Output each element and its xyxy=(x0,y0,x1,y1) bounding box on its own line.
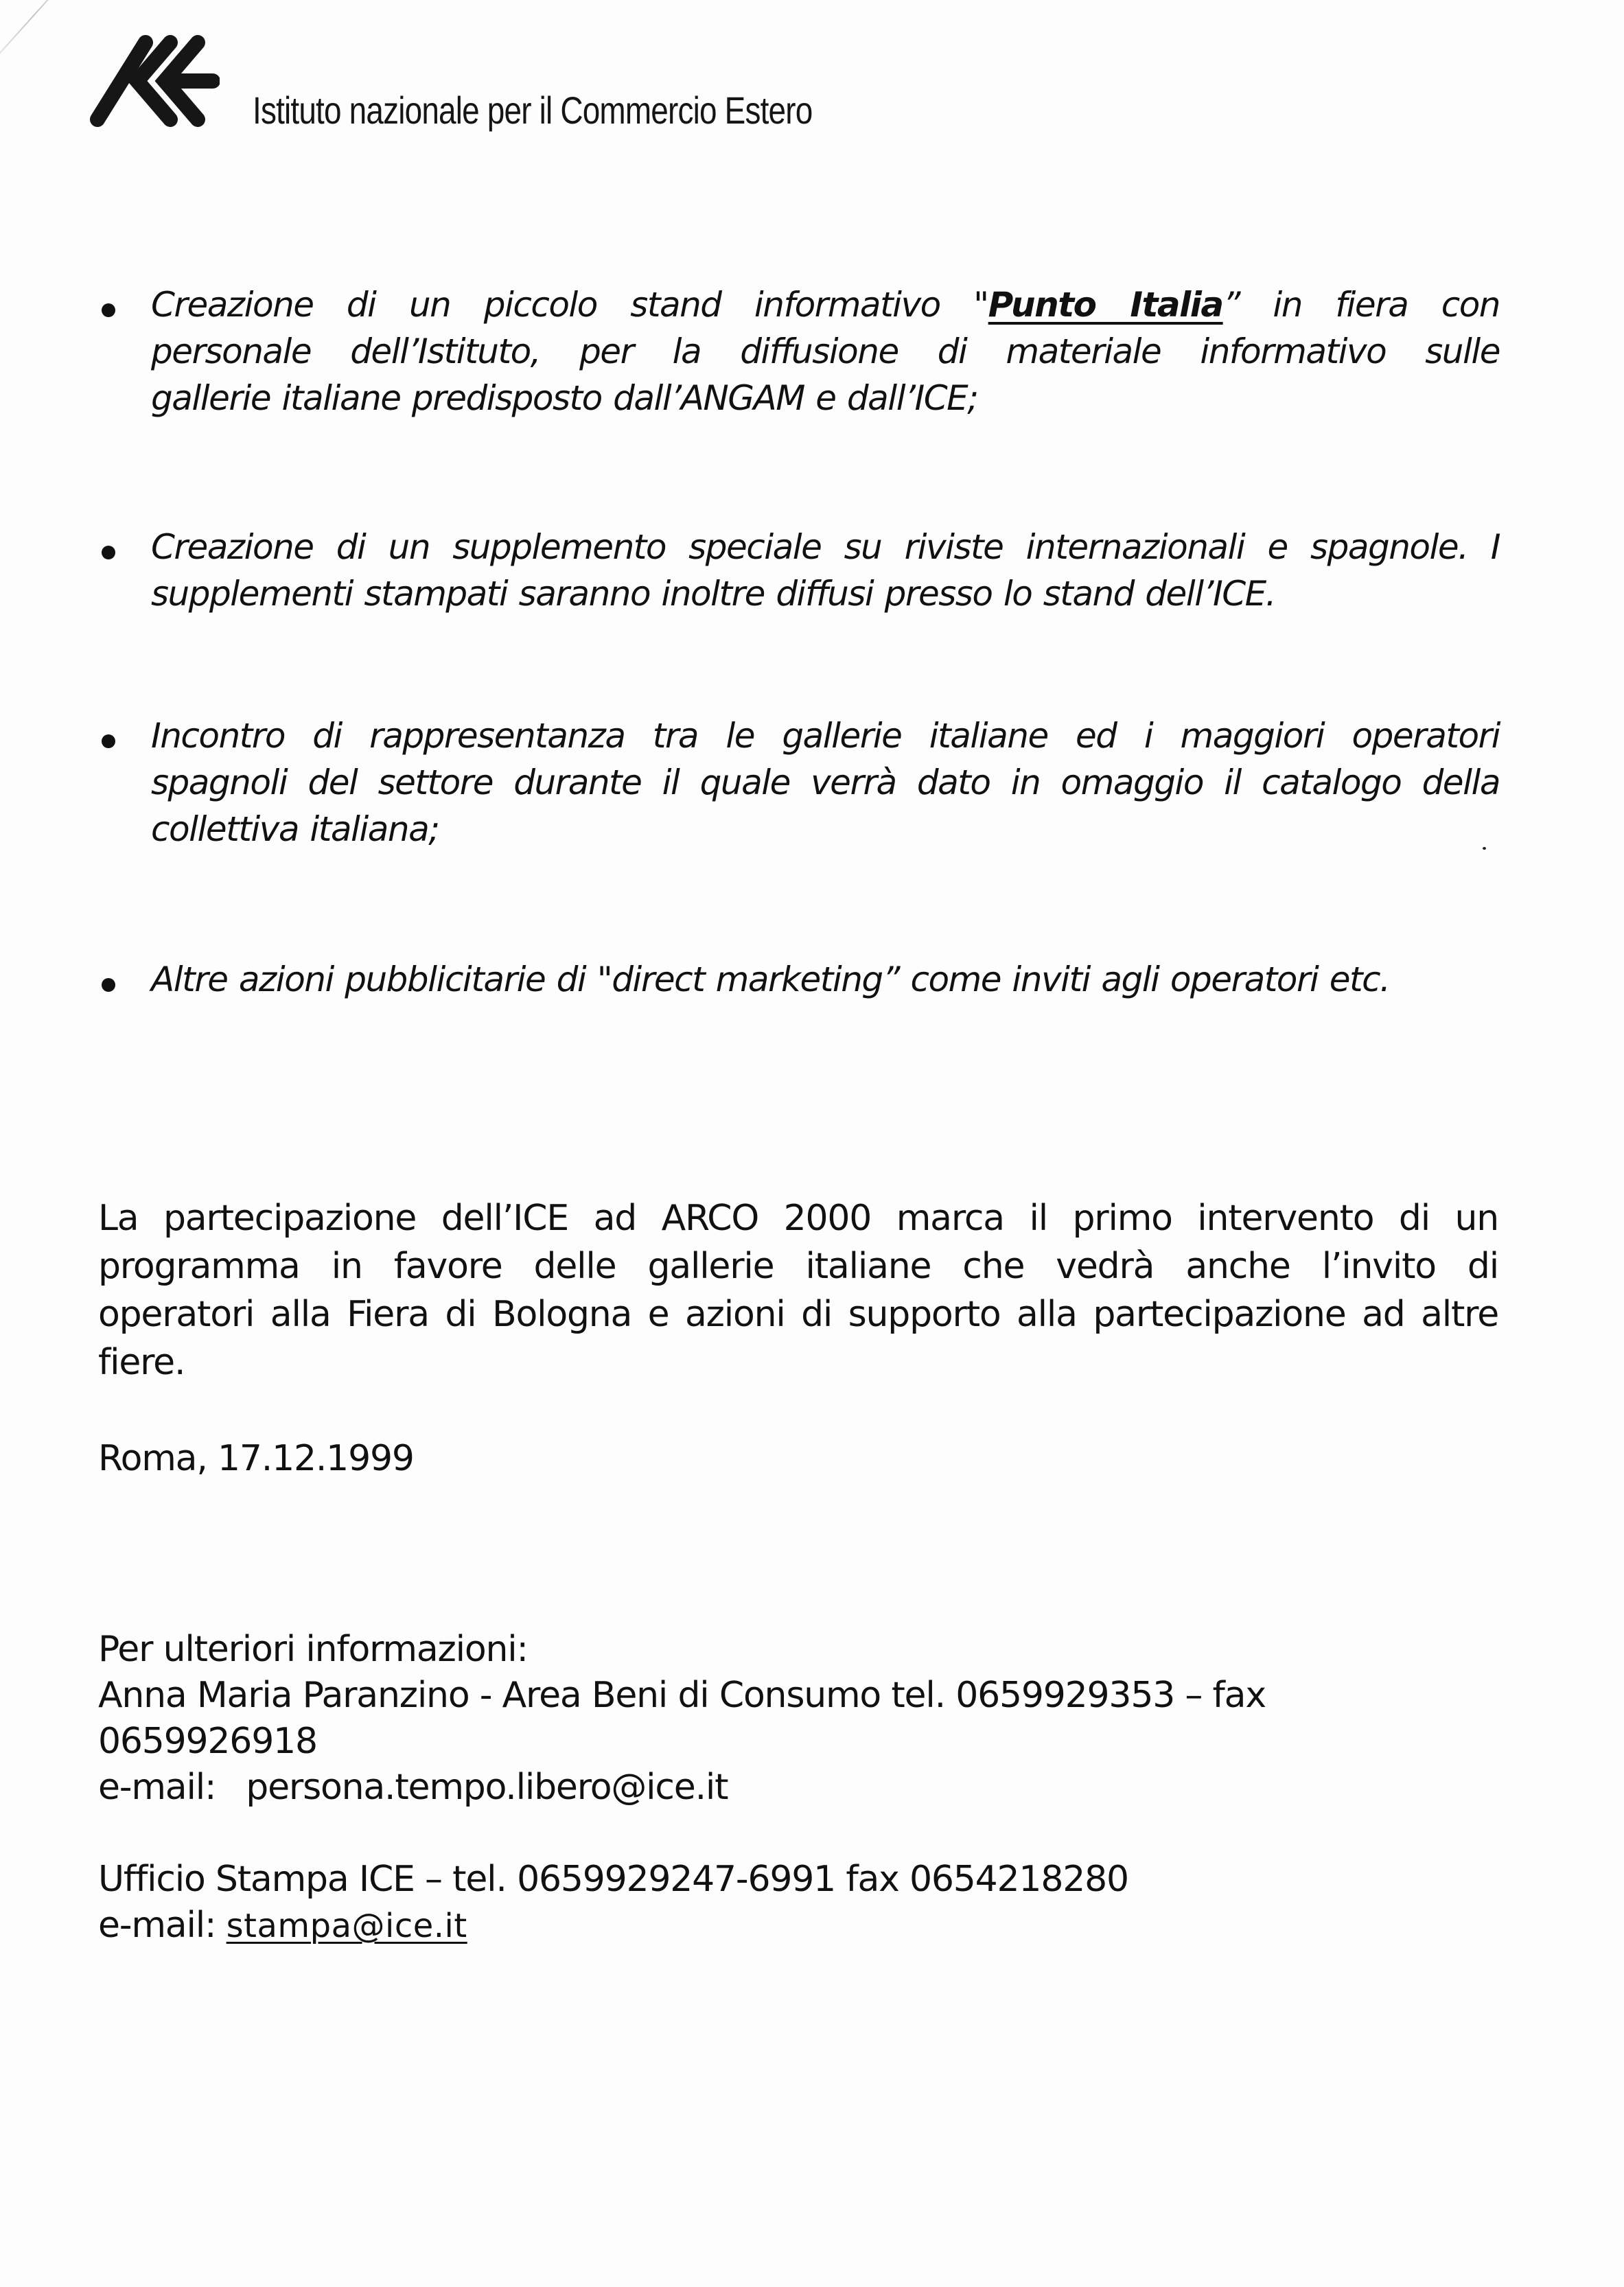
bullet-icon xyxy=(102,978,115,992)
bullet-icon xyxy=(102,303,115,317)
press-email-link[interactable]: stampa@ice.it xyxy=(226,1907,467,1945)
paragraph-line: operatori alla Fiera di Bologna e azioni di supporto alla partecipazione ad altre xyxy=(98,1294,1498,1335)
bullet-line: Creazione di un supplemento speciale su riviste internazionali e spagnole. I xyxy=(151,527,1500,567)
bullet-line: Creazione di un piccolo stand informativo "Punto Italia” in fiera con xyxy=(151,285,1500,325)
ice-logo-icon xyxy=(82,29,220,132)
email-label: e-mail: xyxy=(98,1905,216,1946)
paragraph-line: La partecipazione dell’ICE ad ARCO 2000 marca il primo intervento di un xyxy=(98,1198,1498,1239)
paragraph-line: fiere. xyxy=(98,1342,185,1383)
bullet-line: Incontro di rappresentanza tra le gallerie italiane ed i maggiori operatori xyxy=(151,716,1500,756)
bullet-icon xyxy=(102,546,115,559)
contact-email-line xyxy=(98,1765,1266,1811)
organization-name: Istituto nazionale per il Commercio Estero xyxy=(253,89,813,132)
contact-person: Anna Maria Paranzino - Area Beni di Consumo tel. 0659929353 – fax xyxy=(98,1675,1266,1716)
bullet-line: gallerie italiane predisposto dall’ANGAM e dall’ICE; xyxy=(151,378,978,418)
body-paragraph xyxy=(98,1194,1498,1386)
paper-crease xyxy=(0,0,93,83)
press-office-line: Ufficio Stampa ICE – tel. 0659929247-6991 fax 0654218280 xyxy=(98,1859,1128,1900)
date-line: Roma, 17.12.1999 xyxy=(98,1438,414,1479)
paragraph-line: programma in favore delle gallerie italiane che vedrà anche l’invito di xyxy=(98,1246,1498,1287)
bullet-line: supplementi stampati saranno inoltre diffusi presso lo stand dell’ICE. xyxy=(151,574,1276,614)
bullet-line: Altre azioni pubblicitarie di "direct marketing” come inviti agli operatori etc. xyxy=(151,960,1390,999)
contact-fax: 0659926918 xyxy=(98,1721,317,1762)
press-office-block xyxy=(98,1857,1128,1949)
press-email-line xyxy=(98,1903,1128,1949)
contact-block xyxy=(98,1627,1266,1811)
contact-heading: Per ulteriori informazioni: xyxy=(98,1629,528,1670)
bullet-line: spagnoli del settore durante il quale verrà dato in omaggio il catalogo della xyxy=(151,763,1500,802)
bullet-line: collettiva italiana; xyxy=(151,809,439,849)
contact-email[interactable]: persona.tempo.libero@ice.it xyxy=(246,1767,728,1808)
punto-italia-emphasis: Punto Italia xyxy=(988,285,1223,325)
bullet-icon xyxy=(102,734,115,748)
email-label: e-mail: xyxy=(98,1767,216,1808)
bullet-line: personale dell’Istituto, per la diffusione di materiale informativo sulle xyxy=(151,332,1500,371)
